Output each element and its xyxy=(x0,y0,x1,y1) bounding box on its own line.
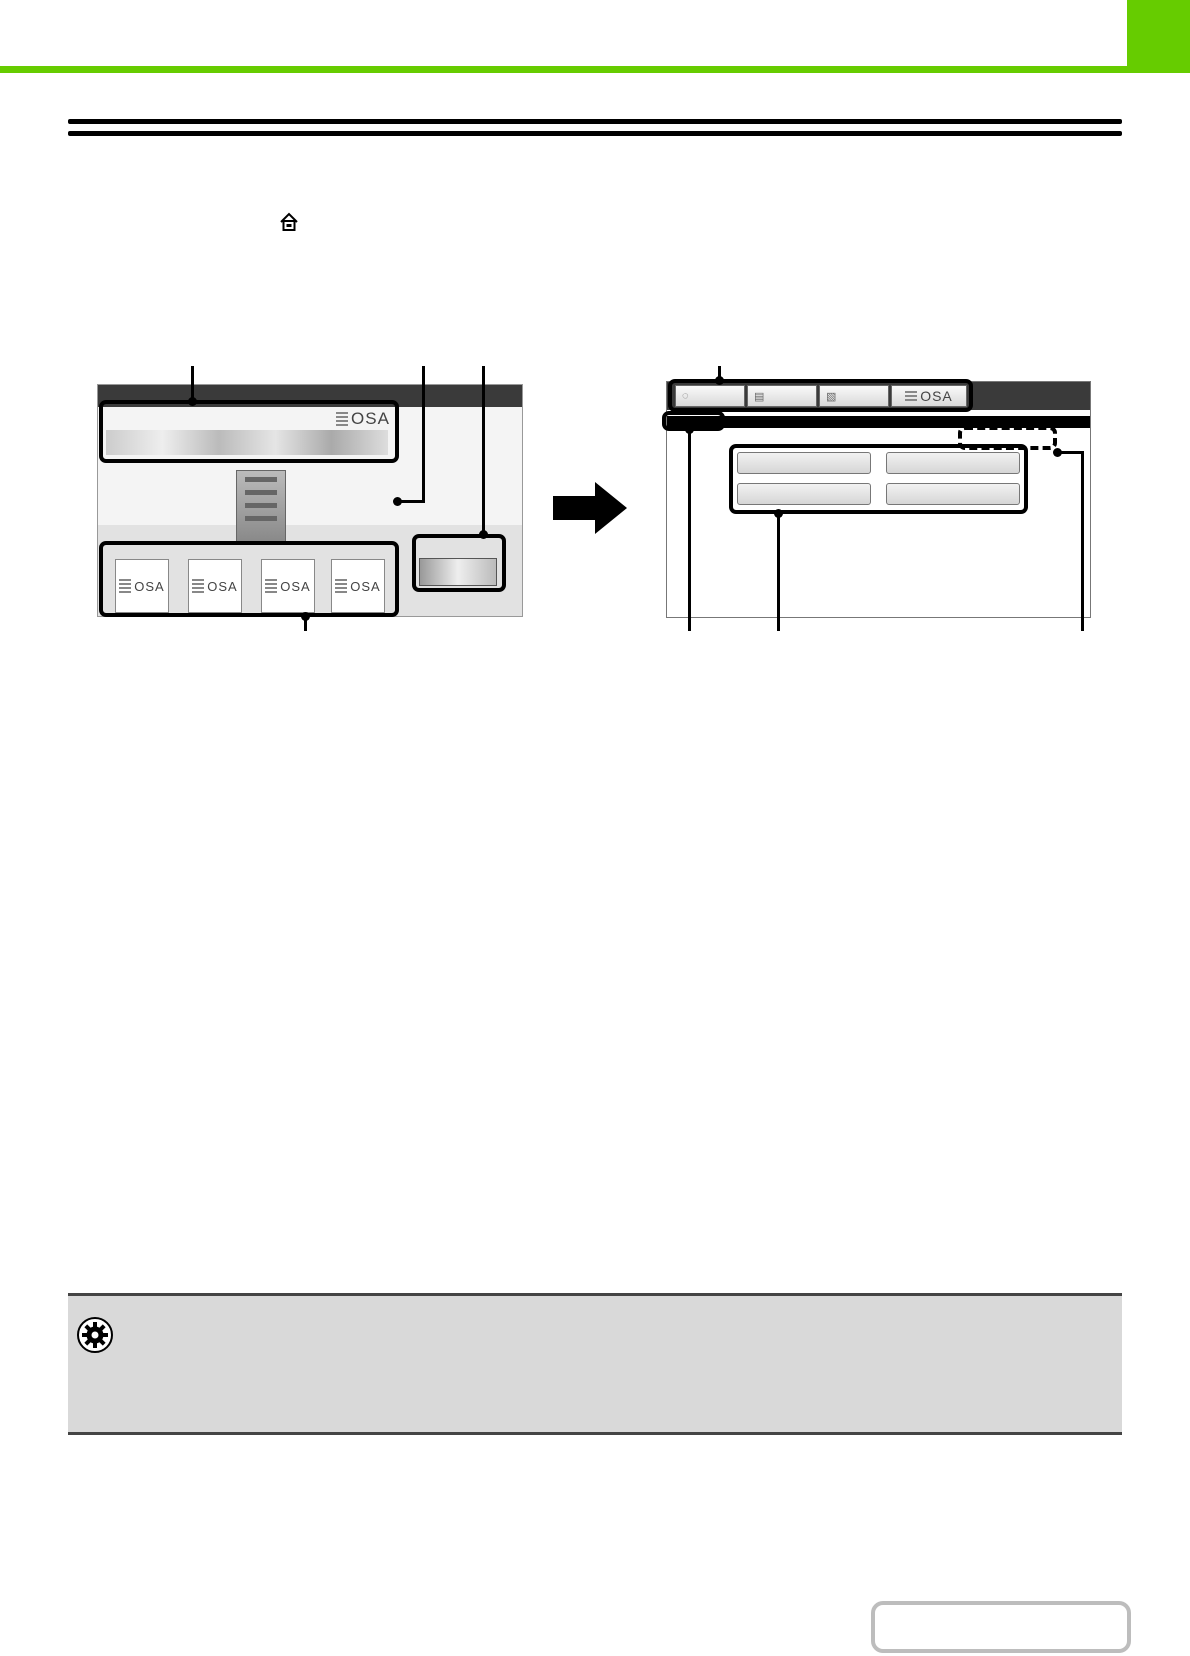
callout-mode-tabs xyxy=(668,379,973,412)
title-rule-bottom xyxy=(68,131,1122,136)
gear-icon xyxy=(76,1316,114,1354)
leader-line-1 xyxy=(191,366,194,400)
settings-note-box xyxy=(68,1293,1122,1435)
callout-mode-switch xyxy=(412,534,506,592)
callout-app-cards xyxy=(99,541,399,617)
tab-mode-2[interactable]: ▤ xyxy=(747,385,817,407)
leader-line-7 xyxy=(777,514,780,631)
leader-line-8 xyxy=(1081,453,1084,631)
leader-dot-1 xyxy=(188,397,197,406)
right-arrow-icon xyxy=(553,482,627,534)
home-icon xyxy=(278,211,300,233)
leader-dot-8 xyxy=(1053,448,1062,457)
header-green-bar xyxy=(0,66,1190,73)
leader-dot-7 xyxy=(774,509,783,518)
tab-osa[interactable]: OSA xyxy=(891,385,967,407)
title-rule-top xyxy=(68,119,1122,124)
app-card-1[interactable]: OSA xyxy=(115,559,169,613)
callout-banner-area xyxy=(99,400,399,463)
header-green-tab xyxy=(1127,0,1190,66)
leader-dot-5 xyxy=(715,376,724,385)
callout-mode-buttons xyxy=(729,444,1028,514)
leader-line-3 xyxy=(482,366,485,534)
app-card-3[interactable]: OSA xyxy=(261,559,315,613)
tab-mode-1[interactable]: ◌ xyxy=(675,385,745,407)
leader-dot-6 xyxy=(685,425,694,434)
page-navigation-box[interactable] xyxy=(871,1601,1131,1653)
banner-logo: OSA xyxy=(332,409,394,429)
leader-dot-2 xyxy=(393,497,402,506)
tab-mode-3[interactable]: ▧ xyxy=(819,385,889,407)
leader-dot-3 xyxy=(479,530,488,539)
leader-dot-4 xyxy=(301,612,310,621)
machine-illustration xyxy=(236,470,286,544)
app-card-4[interactable]: OSA xyxy=(331,559,385,613)
leader-line-2 xyxy=(422,366,425,502)
leader-line-6 xyxy=(688,430,691,631)
app-card-2[interactable]: OSA xyxy=(188,559,242,613)
